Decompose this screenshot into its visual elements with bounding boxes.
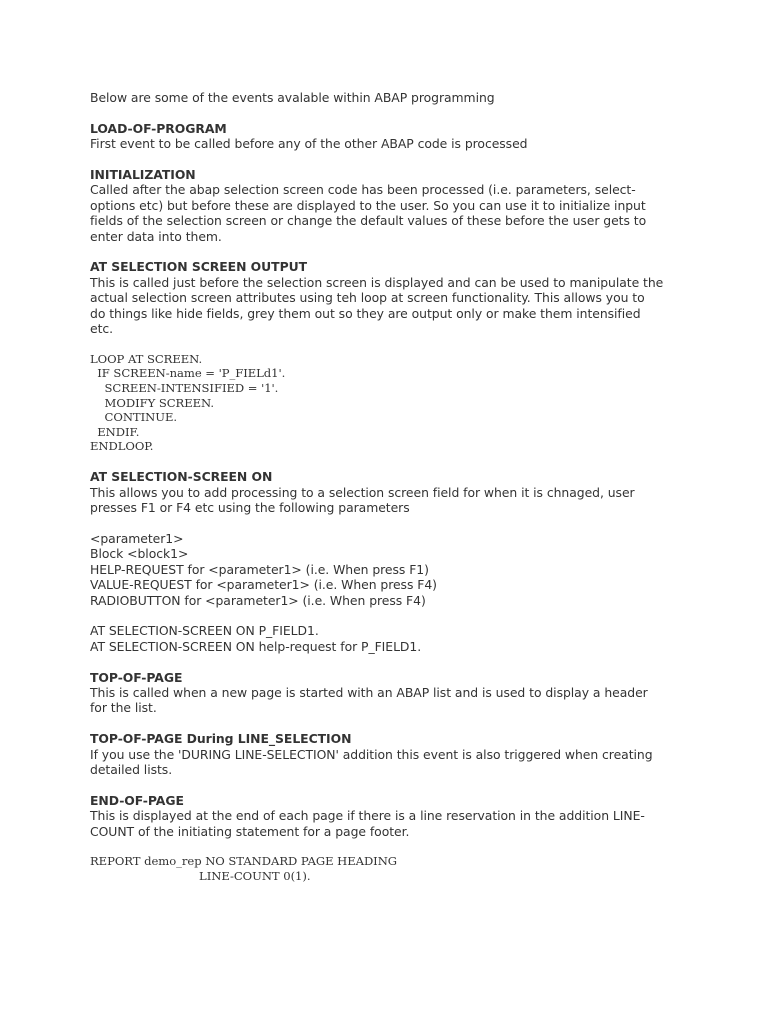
intro-text: Below are some of the events avalable within ABAP programming	[90, 90, 495, 105]
code-block-report	[90, 854, 690, 883]
text-line: detailed lists.	[90, 762, 173, 778]
spacer	[90, 454, 690, 469]
spacer	[90, 105, 690, 120]
heading-at-selection-screen-on: AT SELECTION-SCREEN ON	[90, 469, 273, 485]
text-line: etc.	[90, 321, 114, 337]
spacer	[90, 716, 690, 731]
heading-end-of-page: END-OF-PAGE	[90, 792, 184, 808]
top-of-page-text	[90, 685, 690, 716]
spacer	[90, 516, 690, 531]
text-line: actual selection screen attributes using teh loop at screen functionality. This allows you to	[90, 290, 645, 306]
spacer	[90, 152, 690, 167]
selection-screen-on-examples	[90, 623, 690, 654]
text-line: This allows you to add processing to a selection screen field for when it is chnaged, user	[90, 484, 635, 500]
text-line: fields of the selection screen or change the default values of these before the user gets to	[90, 213, 647, 229]
parameter-item: HELP-REQUEST for <parameter1> (i.e. When press F1)	[90, 561, 429, 577]
code-line: IF SCREEN-name = 'P_FIELd1'.	[90, 366, 286, 381]
code-line: ENDLOOP.	[90, 439, 154, 454]
code-line: REPORT demo_rep NO STANDARD PAGE HEADING	[90, 854, 398, 869]
text-line: This is called when a new page is started with an ABAP list and is used to display a header	[90, 685, 648, 701]
text-line: for the list.	[90, 700, 157, 716]
text-line: do things like hide fields, grey them out so they are output only or make them intensified	[90, 305, 641, 321]
text-line: presses F1 or F4 etc using the following parameters	[90, 500, 410, 516]
spacer	[90, 777, 690, 792]
heading-top-of-page: TOP-OF-PAGE	[90, 669, 183, 685]
example-line: AT SELECTION-SCREEN ON help-request for P_FIELD1.	[90, 638, 422, 654]
text-line: If you use the 'DURING LINE-SELECTION' addition this event is also triggered when creating	[90, 746, 653, 762]
text-line: This is displayed at the end of each page if there is a line reservation in the addition LINE-	[90, 808, 645, 824]
spacer	[90, 336, 690, 351]
code-line: CONTINUE.	[90, 410, 177, 425]
spacer	[90, 654, 690, 669]
load-of-program-text: First event to be called before any of the other ABAP code is processed	[90, 136, 528, 152]
code-line: LOOP AT SCREEN.	[90, 351, 203, 366]
heading-top-of-page-during-line-selection: TOP-OF-PAGE During LINE_SELECTION	[90, 731, 352, 747]
code-line: LINE-COUNT 0(1).	[90, 869, 311, 884]
code-line: MODIFY SCREEN.	[90, 395, 215, 410]
text-line: options etc) but before these are displayed to the user. So you can use it to initialize input	[90, 197, 646, 213]
parameter-item: Block <block1>	[90, 546, 189, 562]
example-line: AT SELECTION-SCREEN ON P_FIELD1.	[90, 623, 319, 639]
text-line: This is called just before the selection screen is displayed and can be used to manipulate the	[90, 274, 664, 290]
spacer	[90, 608, 690, 623]
selection-screen-on-text	[90, 485, 690, 516]
text-line: Called after the abap selection screen code has been processed (i.e. parameters, select-	[90, 182, 636, 198]
text-line: COUNT of the initiating statement for a page footer.	[90, 823, 410, 839]
selection-screen-output-text	[90, 275, 690, 337]
parameter-item: RADIOBUTTON for <parameter1> (i.e. When press F4)	[90, 592, 426, 608]
spacer	[90, 244, 690, 259]
parameter-list	[90, 531, 690, 608]
text-line: enter data into them.	[90, 228, 222, 244]
spacer	[90, 839, 690, 854]
code-line: ENDIF.	[90, 424, 140, 439]
heading-initialization: INITIALIZATION	[90, 167, 196, 182]
code-block-loop-at-screen	[90, 352, 690, 454]
parameter-item: VALUE-REQUEST for <parameter1> (i.e. When press F4)	[90, 577, 437, 593]
heading-load-of-program: LOAD-OF-PROGRAM	[90, 120, 227, 136]
document-page	[90, 90, 690, 884]
parameter-item: <parameter1>	[90, 531, 184, 546]
top-of-page-line-selection-text	[90, 747, 690, 778]
initialization-text	[90, 182, 690, 244]
code-line: SCREEN-INTENSIFIED = '1'.	[90, 381, 279, 396]
end-of-page-text	[90, 808, 690, 839]
heading-at-selection-screen-output: AT SELECTION SCREEN OUTPUT	[90, 259, 308, 275]
